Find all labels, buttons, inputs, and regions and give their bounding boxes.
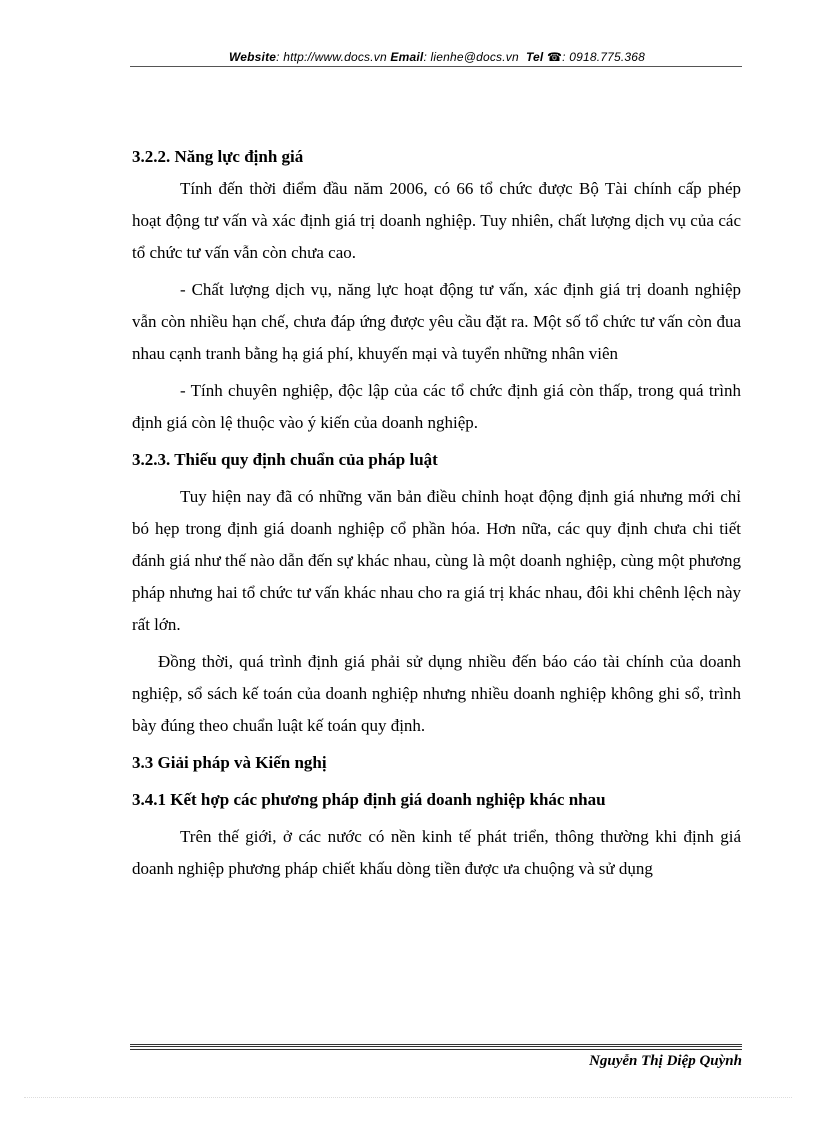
page-bottom-border xyxy=(24,1097,792,1098)
heading-3-2-2: 3.2.2. Năng lực định giá xyxy=(132,147,304,166)
paragraph: - Tính chuyên nghiệp, độc lập của các tổ chức định giá còn thấp, trong quá trình định giá còn lệ thuộc vào ý kiến của doanh nghiệp. xyxy=(132,381,741,432)
tel-value: : 0918.775.368 xyxy=(562,50,646,64)
page-header xyxy=(132,50,742,64)
website-value[interactable]: : http://www.docs.vn xyxy=(276,50,387,64)
email-label: Email xyxy=(390,50,424,64)
heading-3-3: 3.3 Giải pháp và Kiến nghị xyxy=(132,753,327,772)
footer-rule-thin xyxy=(130,1049,742,1050)
paragraph: Đồng thời, quá trình định giá phải sử dụng nhiều đến báo cáo tài chính của doanh nghiệp, sổ sách kế toán của doanh nghiệp nhưng nhiều doanh nghiệp không ghi sổ, trình bày đúng theo chuẩn luật kế toán quy định. xyxy=(132,652,741,735)
paragraph: Trên thế giới, ở các nước có nền kinh tế phát triển, thông thường khi định giá doanh nghiệp phương pháp chiết khấu dòng tiền được ưa chuộng và sử dụng xyxy=(132,827,741,878)
header-rule xyxy=(130,66,742,67)
heading-3-4-1: 3.4.1 Kết hợp các phương pháp định giá doanh nghiệp khác nhau xyxy=(132,790,606,809)
website-label: Website xyxy=(228,50,277,64)
heading-3-2-3: 3.2.3. Thiếu quy định chuẩn của pháp luật xyxy=(132,450,438,469)
document-body xyxy=(132,141,741,890)
author-name: Nguyễn Thị Diệp Quỳnh xyxy=(589,1053,742,1069)
paragraph: Tuy hiện nay đã có những văn bản điều chỉnh hoạt động định giá nhưng mới chỉ bó hẹp trong định giá doanh nghiệp cổ phần hóa. Hơn nữa, các quy định chưa chi tiết đánh giá như thế nào dẫn đến sự khác nhau, cùng là một doanh nghiệp, cùng một phương pháp nhưng hai tổ chức tư vấn khác nhau cho ra giá trị khác nhau, đôi khi chênh lệch này rất lớn. xyxy=(132,487,741,634)
tel-label: Tel xyxy=(525,50,544,64)
paragraph: - Chất lượng dịch vụ, năng lực hoạt động tư vấn, xác định giá trị doanh nghiệp vẫn còn nhiều hạn chế, chưa đáp ứng được yêu cầu đặt ra. Một số tổ chức tư vấn còn đua nhau cạnh tranh bằng hạ giá phí, khuyến mại và tuyển những nhân viên xyxy=(132,280,741,363)
phone-icon: ☎ xyxy=(547,50,563,64)
email-value[interactable]: : lienhe@docs.vn xyxy=(423,50,519,64)
paragraph: Tính đến thời điểm đầu năm 2006, có 66 tổ chức được Bộ Tài chính cấp phép hoạt động tư vấn và xác định giá trị doanh nghiệp. Tuy nhiên, chất lượng dịch vụ của các tổ chức tư vấn vẫn còn chưa cao. xyxy=(132,179,741,262)
footer-rule xyxy=(130,1044,742,1047)
